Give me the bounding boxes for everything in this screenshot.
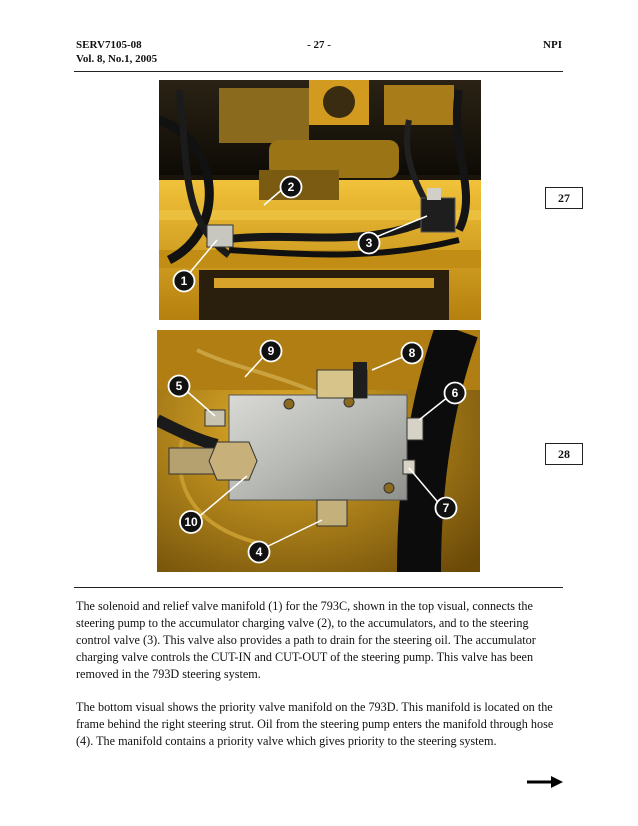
body-paragraph: The bottom visual shows the priority valve manifold on the 793D. This manifold is located on the frame behind the right steering strut. Oil from the steering pump enters the manifold through hose (4). The manifold contains a priority valve which gives priority to the steering system. <box>76 700 554 748</box>
svg-text:10: 10 <box>184 515 198 529</box>
header-divider <box>74 71 563 72</box>
svg-text:1: 1 <box>180 274 188 288</box>
callout-4 <box>249 542 270 563</box>
callout-6 <box>445 383 466 404</box>
right-arrow-icon[interactable] <box>527 775 563 793</box>
callout-3 <box>359 233 380 254</box>
bottom-visual-photo <box>157 330 480 572</box>
top-visual-photo <box>159 80 481 320</box>
document-id: SERV7105-08 <box>76 39 142 51</box>
callout-10 <box>180 511 202 533</box>
svg-text:6: 6 <box>451 386 459 400</box>
svg-text:3: 3 <box>365 236 373 250</box>
top-visual-illustration <box>159 80 481 320</box>
callout-7 <box>436 498 457 519</box>
figure-number-box: 27 <box>545 187 583 209</box>
callout-9 <box>261 341 282 362</box>
body-paragraph: The solenoid and relief valve manifold (1) for the 793C, shown in the top visual, connects the steering pump to the accumulator charging valve (2), to the accumulators, and to the steering control valve (3). This valve also provides a path to drain for the steering oil. The accumulator charging valve controls the CUT-IN and CUT-OUT of the steering pump. This valve has been removed in the 793D steering system. <box>76 599 536 681</box>
callout-1 <box>174 271 195 292</box>
section-divider <box>74 587 563 588</box>
callout-5 <box>169 376 190 397</box>
svg-text:2: 2 <box>287 180 295 194</box>
svg-text:5: 5 <box>175 379 183 393</box>
svg-text:7: 7 <box>442 501 450 515</box>
figure-number-box: 28 <box>545 443 583 465</box>
callout-8 <box>402 343 423 364</box>
svg-text:4: 4 <box>255 545 263 559</box>
page-number: - 27 - <box>307 39 331 51</box>
callout-2 <box>281 177 302 198</box>
bottom-visual-illustration <box>157 330 480 572</box>
svg-text:8: 8 <box>408 346 416 360</box>
svg-text:9: 9 <box>267 344 275 358</box>
volume-info: Vol. 8, No.1, 2005 <box>76 53 158 65</box>
section-label: NPI <box>543 39 562 51</box>
